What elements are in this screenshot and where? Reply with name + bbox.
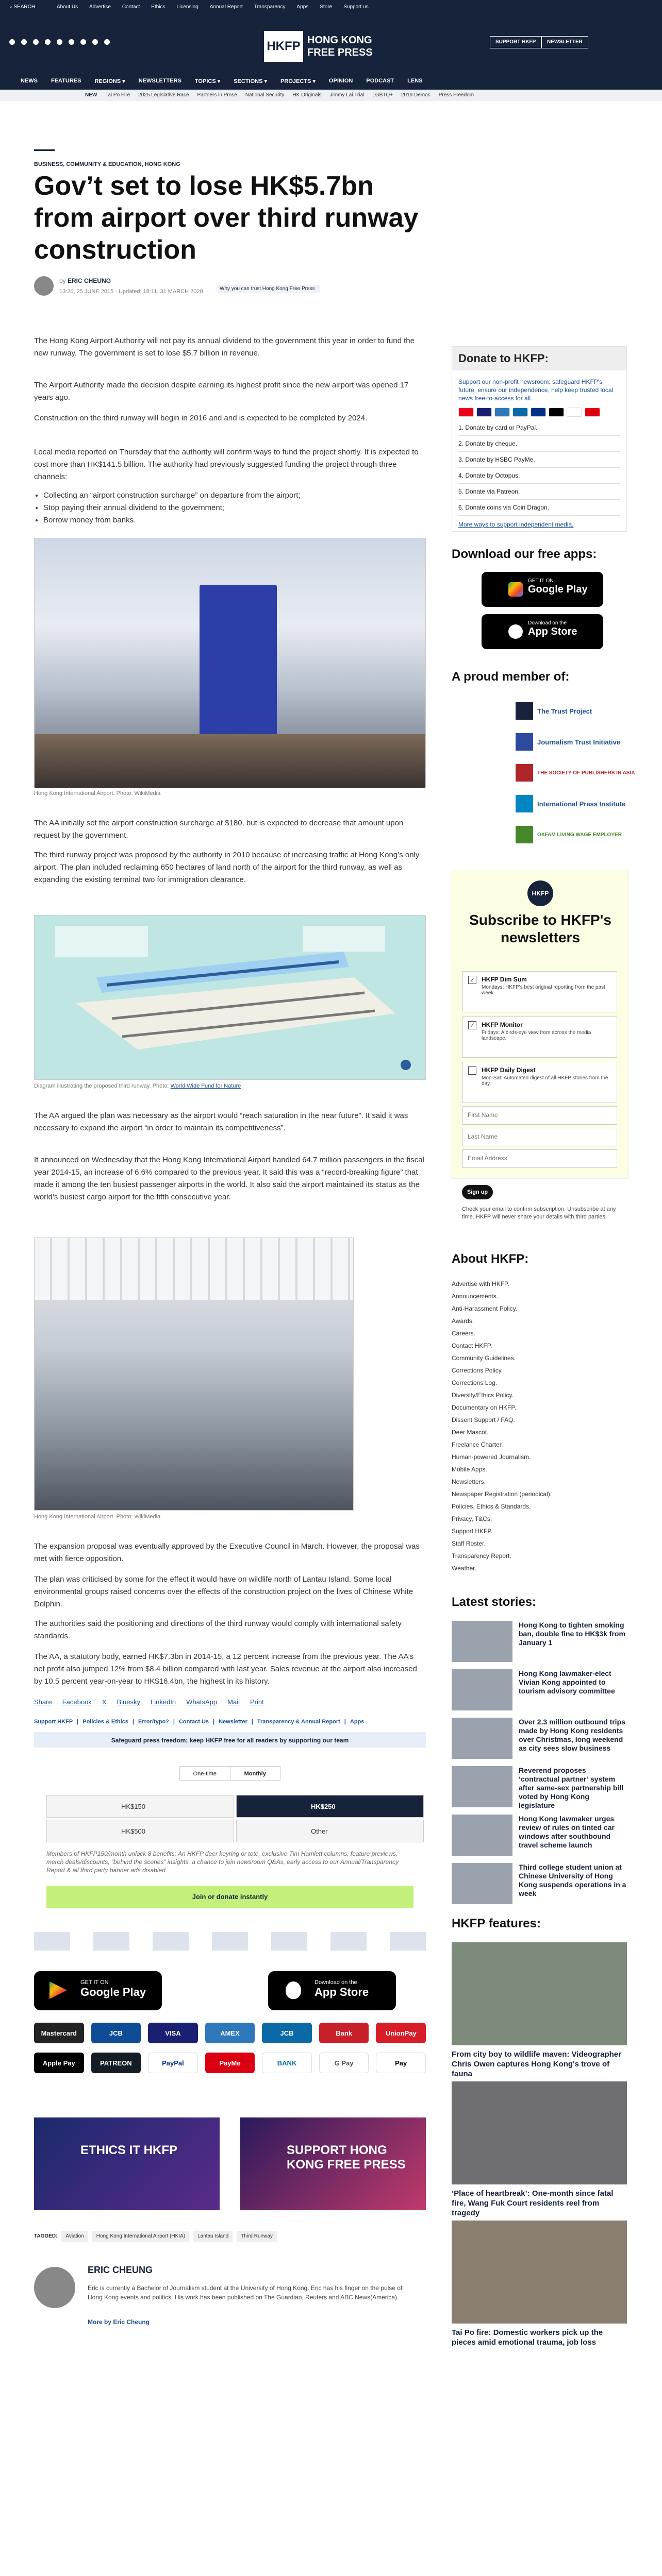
nav-item[interactable]: OPINION xyxy=(328,78,353,84)
unionpay-icon[interactable]: UnionPay xyxy=(376,2023,426,2043)
nav-item[interactable]: FEATURES xyxy=(51,78,81,84)
mastercard-icon xyxy=(458,408,474,417)
logo-mark[interactable]: HKFP xyxy=(264,31,303,62)
facebook-icon[interactable] xyxy=(9,39,15,45)
trending-link[interactable]: 2025 Legislative Race xyxy=(138,92,189,98)
nav-item[interactable]: PODCAST xyxy=(366,78,394,84)
image-caption: Hong Kong International Airport. Photo: WikiMedia xyxy=(34,1514,161,1520)
oxfam-icon xyxy=(516,826,533,843)
footer-links: Support HKFP | Policies & Ethics | Error/typo? | Contact Us | Newsletter | Transparency & Annual Report | Apps xyxy=(34,1719,365,1725)
paragraph: The AA initially set the airport construction surcharge at $180, but is expected to decrease that amount upon request by the government. xyxy=(34,819,404,840)
nav-item[interactable]: PROJECTS ▾ xyxy=(280,78,316,84)
paragraph: The expansion proposal was eventually approved by the Executive Council in March. However, the proposal was met with fierce opposition. xyxy=(34,1542,420,1563)
nav-item[interactable]: REGIONS ▾ xyxy=(94,78,125,84)
search-link[interactable]: ⌕ SEARCH xyxy=(9,4,36,10)
nav-item[interactable]: SECTIONS ▾ xyxy=(234,78,268,84)
apple-pay-icon xyxy=(549,408,564,417)
paragraph: It announced on Wednesday that the Hong Kong International Airport handled 64.7 million passengers in the fiscal year 2014-15, an increase of 6.6% compared to the previous year. It said this was a “record-breaking figure” that made it among the ten busiest passenger airports in the world. It also said the airport maintained its status as the world’s busiest cargo airport for the fifth consecutive year. xyxy=(34,1156,424,1201)
support-hkfp-button[interactable]: SUPPORT HKFP xyxy=(490,36,541,48)
telegram-icon[interactable] xyxy=(92,39,98,45)
top-link[interactable]: Advertise xyxy=(89,4,111,10)
runway-diagram-graphic xyxy=(35,916,425,1079)
about-link[interactable]: Community Guidelines. xyxy=(452,1354,516,1362)
apple-pay-icon[interactable]: Pay xyxy=(376,2053,426,2073)
trust-logo[interactable] xyxy=(34,1932,70,1951)
trending-link[interactable]: Partners in Prose xyxy=(197,92,237,98)
tag-list xyxy=(34,2231,277,2242)
donate-method[interactable]: 4. Donate by Octopus. xyxy=(458,468,620,484)
google-play-button[interactable]: GET IT ON Google Play xyxy=(34,1971,162,2010)
tagged-label: TAGGED: xyxy=(34,2233,58,2239)
apple-icon xyxy=(508,624,523,639)
article-category[interactable]: BUSINESS, COMMUNITY & EDUCATION, HONG KONG xyxy=(34,161,180,167)
trending-link[interactable]: LGBTQ+ xyxy=(372,92,393,98)
newsletter-button[interactable]: NEWSLETTER xyxy=(541,36,588,48)
main-nav xyxy=(0,72,662,90)
trending-label: NEW xyxy=(85,92,97,98)
trust-logo[interactable] xyxy=(212,1932,248,1951)
about-link[interactable]: Careers. xyxy=(452,1330,476,1337)
trending-link[interactable]: Tai Po Fire xyxy=(105,92,130,98)
latest-story[interactable]: Hong Kong to tighten smoking ban, double fine to HK$3k from January 1 xyxy=(452,1621,627,1662)
story-thumbnail[interactable] xyxy=(452,1718,512,1759)
about-link[interactable]: Contact HKFP. xyxy=(452,1342,492,1349)
sopa-icon xyxy=(516,764,533,782)
trust-logo[interactable] xyxy=(390,1932,426,1951)
tier-description: Members of HKFP150/month unlock 8 benefits: An HKFP deer keyring or tote, exclusive Tim Hamlett columns, feature previews, merch deals/discounts, “behind the scenes” insights, a chance to join newsroom Q&As, early access to our Annual/Transparency Report & all third party banner ads disabled. xyxy=(46,1850,399,1874)
whatsapp-share-link[interactable]: WhatsApp xyxy=(186,1698,218,1706)
top-link[interactable]: Store xyxy=(320,4,333,10)
donate-title: Donate to HKFP: xyxy=(452,347,626,370)
contact-link[interactable]: Contact Us xyxy=(178,1719,209,1725)
member-logo[interactable]: International Press Institute xyxy=(516,793,625,814)
trust-link[interactable]: Why you can trust Hong Kong Free Press xyxy=(217,285,320,293)
about-link[interactable]: Weather. xyxy=(452,1565,476,1572)
trust-logo[interactable] xyxy=(330,1932,367,1951)
info-sign xyxy=(200,585,277,750)
donate-method[interactable]: 6. Donate coins via Coin Dragon. xyxy=(458,500,620,516)
donate-methods xyxy=(458,420,620,516)
top-bar xyxy=(0,0,662,72)
safeguard-banner[interactable]: Safeguard press freedom; keep HKFP free for all readers by supporting our team xyxy=(34,1732,426,1748)
print-link[interactable]: Print xyxy=(250,1698,264,1706)
about-link[interactable]: Mobile Apps. xyxy=(452,1466,487,1473)
crowd-area xyxy=(35,734,425,788)
app-store-button[interactable]: Download on the App Store xyxy=(268,1971,396,2010)
sidebar-app-store-button[interactable]: Download on the App Store xyxy=(482,614,603,649)
linkedin-share-link[interactable]: LinkedIn xyxy=(151,1698,176,1706)
list-item: • Collecting an “airport construction surcharge” on departure from the airport; xyxy=(43,489,426,502)
airport-photo xyxy=(34,538,426,787)
logo-text: HONG KONG FREE PRESS xyxy=(307,35,373,58)
tier-other-button[interactable]: Other xyxy=(236,1820,424,1842)
patreon-icon[interactable]: PATREON xyxy=(91,2053,141,2073)
newsletter-note: Check your email to confirm subscription. Unsubscribe at any time. HKFP will never share your details with third parties. xyxy=(462,1206,616,1220)
donate-box xyxy=(452,346,627,532)
transparency-link[interactable]: Transparency & Annual Report xyxy=(257,1719,340,1725)
more-ways-link[interactable]: More ways to support independent media. xyxy=(458,521,574,528)
category-rule xyxy=(34,149,55,151)
bank-icon[interactable]: Bank xyxy=(319,2023,369,2043)
about-link[interactable]: Privacy, T&Cs. xyxy=(452,1515,492,1522)
wwf-link[interactable]: World Wide Fund for Nature xyxy=(170,1083,241,1089)
one-time-tab[interactable]: One-time xyxy=(193,1771,217,1777)
tag[interactable]: Lantau Island xyxy=(193,2231,233,2242)
member-title: A proud member of: xyxy=(452,670,570,684)
about-links xyxy=(452,1278,606,1574)
rss-icon[interactable] xyxy=(104,39,110,45)
top-link[interactable]: About Us xyxy=(57,4,78,10)
trending-link[interactable]: HK Originals xyxy=(292,92,322,98)
apple-pay-icon[interactable]: Apple Pay xyxy=(34,2053,84,2073)
roof-structure xyxy=(35,1238,353,1300)
checkbox[interactable] xyxy=(468,1066,476,1075)
feature-image[interactable] xyxy=(452,2081,627,2184)
facebook-share-link[interactable]: Facebook xyxy=(62,1698,92,1706)
about-link[interactable]: Transparency Report. xyxy=(452,1552,511,1560)
top-link[interactable]: Support us xyxy=(343,4,369,10)
more-by-author-link[interactable]: More by Eric Cheung xyxy=(88,2318,150,2326)
newsletter-option[interactable]: HKFP Daily Digest Mon-Sat: Automated digest of all HKFP stories from the day. xyxy=(462,1062,617,1103)
checkbox[interactable]: ✓ xyxy=(468,1021,476,1029)
top-links xyxy=(57,4,369,10)
tier-250-button[interactable]: HK$250 xyxy=(236,1795,424,1818)
linkedin-icon[interactable] xyxy=(80,39,86,45)
trending-link[interactable]: National Security xyxy=(245,92,285,98)
member-logo[interactable]: THE SOCIETY OF PUBLISHERS IN ASIA xyxy=(516,762,635,783)
ethics-promo[interactable]: ETHICS IT HKFP xyxy=(34,2117,220,2210)
funding-list xyxy=(34,489,426,527)
tag[interactable]: Third Runway xyxy=(237,2231,277,2242)
newsletter-title: Subscribe to HKFP's newsletters xyxy=(469,912,611,945)
features-title: HKFP features: xyxy=(452,1917,541,1930)
checkbox[interactable]: ✓ xyxy=(468,976,476,984)
story-thumbnail[interactable] xyxy=(452,1766,512,1807)
publish-dates: 13:20, 25 JUNE 2015 · Updated: 18:11, 31 MARCH 2020 xyxy=(59,289,203,295)
apple-icon xyxy=(286,1981,301,1999)
trust-logo[interactable] xyxy=(271,1932,307,1951)
share-bar xyxy=(34,1698,264,1706)
paypal-icon[interactable]: PayPal xyxy=(148,2053,198,2073)
newsletter-box xyxy=(451,870,629,1179)
latest-story[interactable]: Hong Kong lawmaker urges review of rules on tinted car windows after southbound travel scheme launch xyxy=(452,1815,627,1856)
about-link[interactable]: Deer Mascot. xyxy=(452,1429,489,1436)
feature-image[interactable] xyxy=(452,2221,627,2324)
donate-method[interactable]: 2. Donate by cheque. xyxy=(458,436,620,452)
google-play-icon xyxy=(508,582,523,597)
latest-story[interactable]: Hong Kong lawmaker-elect Vivian Kong appointed to tourism advisory committee xyxy=(452,1669,627,1710)
about-link[interactable]: Corrections Log. xyxy=(452,1379,498,1386)
mastercard-icon[interactable]: Mastercard xyxy=(34,2023,84,2043)
bank-transfer-icon[interactable]: BANK xyxy=(262,2053,312,2073)
feature-story[interactable]: From city boy to wildlife maven: Videographer Chris Owen captures Hong Kong's trove of fauna xyxy=(452,1942,627,2079)
nav-item[interactable]: NEWSLETTERS xyxy=(138,78,181,84)
amex-icon[interactable]: AMEX xyxy=(205,2023,255,2043)
member-logo[interactable]: OXFAM LIVING WAGE EMPLOYER xyxy=(516,824,622,845)
bluesky-share-link[interactable]: Bluesky xyxy=(117,1698,140,1706)
author-photo[interactable] xyxy=(34,2267,75,2308)
tier-150-button[interactable]: HK$150 xyxy=(46,1795,234,1818)
payme-icon xyxy=(585,408,600,417)
support-link[interactable]: Support HKFP xyxy=(34,1719,73,1725)
nav-item[interactable]: TOPICS ▾ xyxy=(194,78,221,84)
google-pay-icon[interactable]: G Pay xyxy=(319,2053,369,2073)
ipi-icon xyxy=(516,795,533,812)
nav-item[interactable]: LENS xyxy=(407,78,423,84)
last-name-field[interactable]: Last Name xyxy=(462,1128,617,1146)
about-link[interactable]: Policies, Ethics & Standards. xyxy=(452,1503,531,1510)
trust-project-icon xyxy=(516,702,533,720)
top-link[interactable]: Licensing xyxy=(176,4,198,10)
trust-logos xyxy=(34,1929,426,1954)
donate-method[interactable]: 3. Donate by HSBC PayMe. xyxy=(458,452,620,468)
bluesky-icon[interactable] xyxy=(69,39,74,45)
top-link[interactable]: Annual Report xyxy=(209,4,243,10)
terminal-photo xyxy=(34,1238,354,1511)
apps-link[interactable]: Apps xyxy=(350,1719,365,1725)
signup-button[interactable]: Sign up xyxy=(462,1185,493,1199)
latest-story[interactable]: Third college student union at Chinese University of Hong Kong suspends operations in a week xyxy=(452,1863,627,1904)
nav-item[interactable]: NEWS xyxy=(21,78,38,84)
donate-payment-icons xyxy=(458,408,620,417)
about-link[interactable]: Corrections Policy. xyxy=(452,1367,503,1374)
tier-500-button[interactable]: HK$500 xyxy=(46,1820,234,1842)
top-link[interactable]: Contact xyxy=(122,4,140,10)
author-bio: Eric is currently a Bachelor of Journalism student at the University of Hong Kong. Eric has his finger on the pulse of Hong Kong events and politics. His work has been published on The Guardian, Reuters and ABC News(America). xyxy=(88,2284,403,2301)
trust-logo[interactable] xyxy=(153,1932,189,1951)
story-thumbnail[interactable] xyxy=(452,1621,512,1662)
donate-intro-link[interactable]: Support our non-profit newsroom: safeguard HKFP's future, ensure our independence, help keep trusted local news free-to-access for all. xyxy=(458,378,614,402)
google-pay-icon xyxy=(567,408,582,417)
author-name[interactable]: ERIC CHEUNG xyxy=(88,2265,153,2275)
visa-icon xyxy=(476,408,492,417)
hkfp-badge: HKFP xyxy=(527,880,553,906)
instagram-icon[interactable] xyxy=(33,39,39,45)
about-link[interactable]: Advertise with HKFP. xyxy=(452,1280,509,1287)
latest-title: Latest stories: xyxy=(452,1595,537,1609)
support-promo[interactable]: SUPPORT HONG KONG FREE PRESS xyxy=(240,2117,426,2210)
trending-bar xyxy=(0,90,662,101)
about-link[interactable]: Staff Roster. xyxy=(452,1540,486,1547)
latest-story[interactable]: Over 2.3 million outbound trips made by Hong Kong residents over Christmas, long weekend as city sees slow business xyxy=(452,1718,627,1759)
runway-diagram xyxy=(34,915,426,1080)
paypal-icon xyxy=(531,408,546,417)
x-icon[interactable] xyxy=(21,39,27,45)
article-title: Gov’t set to lose HK$5.7bn from airport over third runway construction xyxy=(34,171,419,265)
jcb-icon xyxy=(512,408,528,417)
paragraph: The Hong Kong Airport Authority will not pay its annual dividend to the government this year in order to fund the new runway. The government is set to lose $5.7 billion in revenue. xyxy=(34,336,415,358)
feature-story[interactable]: ‘Place of heartbreak’: One-month since fatal fire, Wang Fuk Court residents reel from tragedy xyxy=(452,2081,627,2218)
payment-methods xyxy=(34,2023,426,2073)
about-link[interactable]: Newspaper Registration (periodical). xyxy=(452,1490,552,1498)
first-name-field[interactable]: First Name xyxy=(462,1106,617,1125)
about-link[interactable]: Diversity/Ethics Policy. xyxy=(452,1392,514,1399)
join-button[interactable]: Join or donate instantly xyxy=(46,1886,413,1908)
about-link[interactable]: Awards. xyxy=(452,1317,474,1325)
feature-story[interactable]: Tai Po fire: Domestic workers pick up the pieces amid emotional trauma, job loss xyxy=(452,2221,627,2347)
about-link[interactable]: Documentary on HKFP. xyxy=(452,1404,517,1411)
apps-title: Download our free apps: xyxy=(452,547,597,561)
paragraph: Local media reported on Thursday that the authority will confirm ways to fund the project shortly. It is expected to cost more than HK$141.5 billion. The authority had previously suggested funding the project through three channels: xyxy=(34,448,419,481)
donate-method[interactable]: 5. Donate via Patreon. xyxy=(458,484,620,500)
visa-icon[interactable]: VISA xyxy=(148,2023,198,2043)
paragraph: The Airport Authority made the decision despite earning its highest profit since the new airport was opened 17 years ago. xyxy=(34,381,409,402)
social-icons xyxy=(9,39,110,45)
about-link[interactable]: Newsletters. xyxy=(452,1478,486,1485)
list-item: • Stop paying their annual dividend to the government; xyxy=(43,502,426,514)
tag[interactable]: Aviation xyxy=(61,2231,88,2242)
paragraph: The AA argued the plan was necessary as the airport would “reach saturation in the near future”. It said it was necessary to expand the airport “in order to maintain its competitiveness”. xyxy=(34,1111,408,1132)
tag[interactable]: Hong Kong International Airport (HKIA) xyxy=(92,2231,189,2242)
paragraph: The plan was criticised by some for the effect it would have on wildlife north of Lantau Island. Some local environmental groups raised concerns over the effects of the construction project on the lives of Chinese White Dolphin. xyxy=(34,1575,413,1608)
threads-icon[interactable] xyxy=(57,39,62,45)
mail-share-link[interactable]: Mail xyxy=(227,1698,240,1706)
author-avatar[interactable] xyxy=(34,276,54,296)
jcb-icon[interactable]: JCB xyxy=(91,2023,141,2043)
trending-link[interactable]: Press Freedom xyxy=(438,92,474,98)
about-link[interactable]: Support HKFP. xyxy=(452,1528,493,1535)
story-thumbnail[interactable] xyxy=(452,1669,512,1710)
payme-icon[interactable]: PayMe xyxy=(205,2053,255,2073)
jcb-icon[interactable]: JCB xyxy=(262,2023,312,2043)
email-field[interactable]: Email Address xyxy=(462,1149,617,1168)
trust-logo[interactable] xyxy=(93,1932,129,1951)
paragraph: The AA, a statutory body, earned HK$7.3bn in 2014-15, a 12 percent increase from the previous year. The AA’s net profit also jumped 12% from $8.4 billion compared with last year. Sales revenue at the airport also increased by 10.5 percent year-on-year to HK$16.4bn, the highest in its history. xyxy=(34,1652,417,1686)
donate-method[interactable]: 1. Donate by card or PayPal. xyxy=(458,420,620,436)
trending-link[interactable]: 2019 Demos xyxy=(401,92,431,98)
about-link[interactable]: Announcements. xyxy=(452,1293,499,1300)
top-link[interactable]: Ethics xyxy=(151,4,166,10)
newsletter-option[interactable]: ✓ HKFP Monitor Fridays: A birds-eye view from across the media landscape. xyxy=(462,1016,617,1058)
about-link[interactable]: Human-powered Journalism. xyxy=(452,1453,531,1461)
sidebar-google-play-button[interactable]: GET IT ON Google Play xyxy=(482,572,603,607)
image-caption: Diagram illustrating the proposed third runway. Photo: World Wide Fund for Nature xyxy=(34,1083,241,1089)
story-thumbnail[interactable] xyxy=(452,1863,512,1904)
about-link[interactable]: Freelance Charter. xyxy=(452,1441,503,1448)
list-item: • Borrow money from banks. xyxy=(43,514,426,527)
jti-icon xyxy=(516,733,533,751)
member-logo[interactable]: Journalism Trust Initiative xyxy=(516,732,620,752)
about-title: About HKFP: xyxy=(452,1252,529,1266)
feature-image[interactable] xyxy=(452,1942,627,2045)
share-link[interactable]: Share xyxy=(34,1698,52,1706)
story-thumbnail[interactable] xyxy=(452,1815,512,1856)
google-play-icon xyxy=(49,1981,67,1999)
image-caption: Hong Kong International Airport. Photo: WikiMedia xyxy=(34,790,161,796)
top-link[interactable]: Transparency xyxy=(254,4,286,10)
author-byline[interactable]: by ERIC CHEUNG xyxy=(59,277,111,284)
paragraph: The authorities said the positioning and directions of the third runway would comply with international safety standards. xyxy=(34,1619,402,1640)
monthly-tab[interactable]: Monthly xyxy=(230,1767,280,1780)
trending-link[interactable]: Jimmy Lai Trial xyxy=(329,92,365,98)
amex-icon xyxy=(494,408,510,417)
frequency-toggle xyxy=(179,1766,280,1781)
error-link[interactable]: Error/typo? xyxy=(138,1719,169,1725)
about-link[interactable]: Anti-Harassment Policy. xyxy=(452,1305,518,1312)
newsletter-option[interactable]: ✓ HKFP Dim Sum Mondays: HKFP's best original reporting from the past week. xyxy=(462,971,617,1012)
latest-story[interactable]: Reverend proposes ‘contractual partner’ system after same-sex partnership bill voted by Hong Kong legislature xyxy=(452,1766,627,1807)
paragraph: The third runway project was proposed by the authority in 2010 because of increasing traffic at Hong Kong’s only airport. The plan included reclaiming 650 hectares of land north of the airport for the third runway, as well as expanding the existing terminal two for immigration clearance. xyxy=(34,851,420,884)
paragraph: Construction on the third runway will begin in 2016 and and is expected to be completed by 2024. xyxy=(34,414,368,422)
newsletter-link[interactable]: Newsletter xyxy=(219,1719,247,1725)
youtube-icon[interactable] xyxy=(45,39,51,45)
policies-link[interactable]: Policies & Ethics xyxy=(82,1719,128,1725)
x-share-link[interactable]: X xyxy=(102,1698,107,1706)
top-link[interactable]: Apps xyxy=(296,4,309,10)
about-link[interactable]: Dissent Support / FAQ. xyxy=(452,1416,515,1423)
member-logo[interactable]: The Trust Project xyxy=(516,701,592,721)
